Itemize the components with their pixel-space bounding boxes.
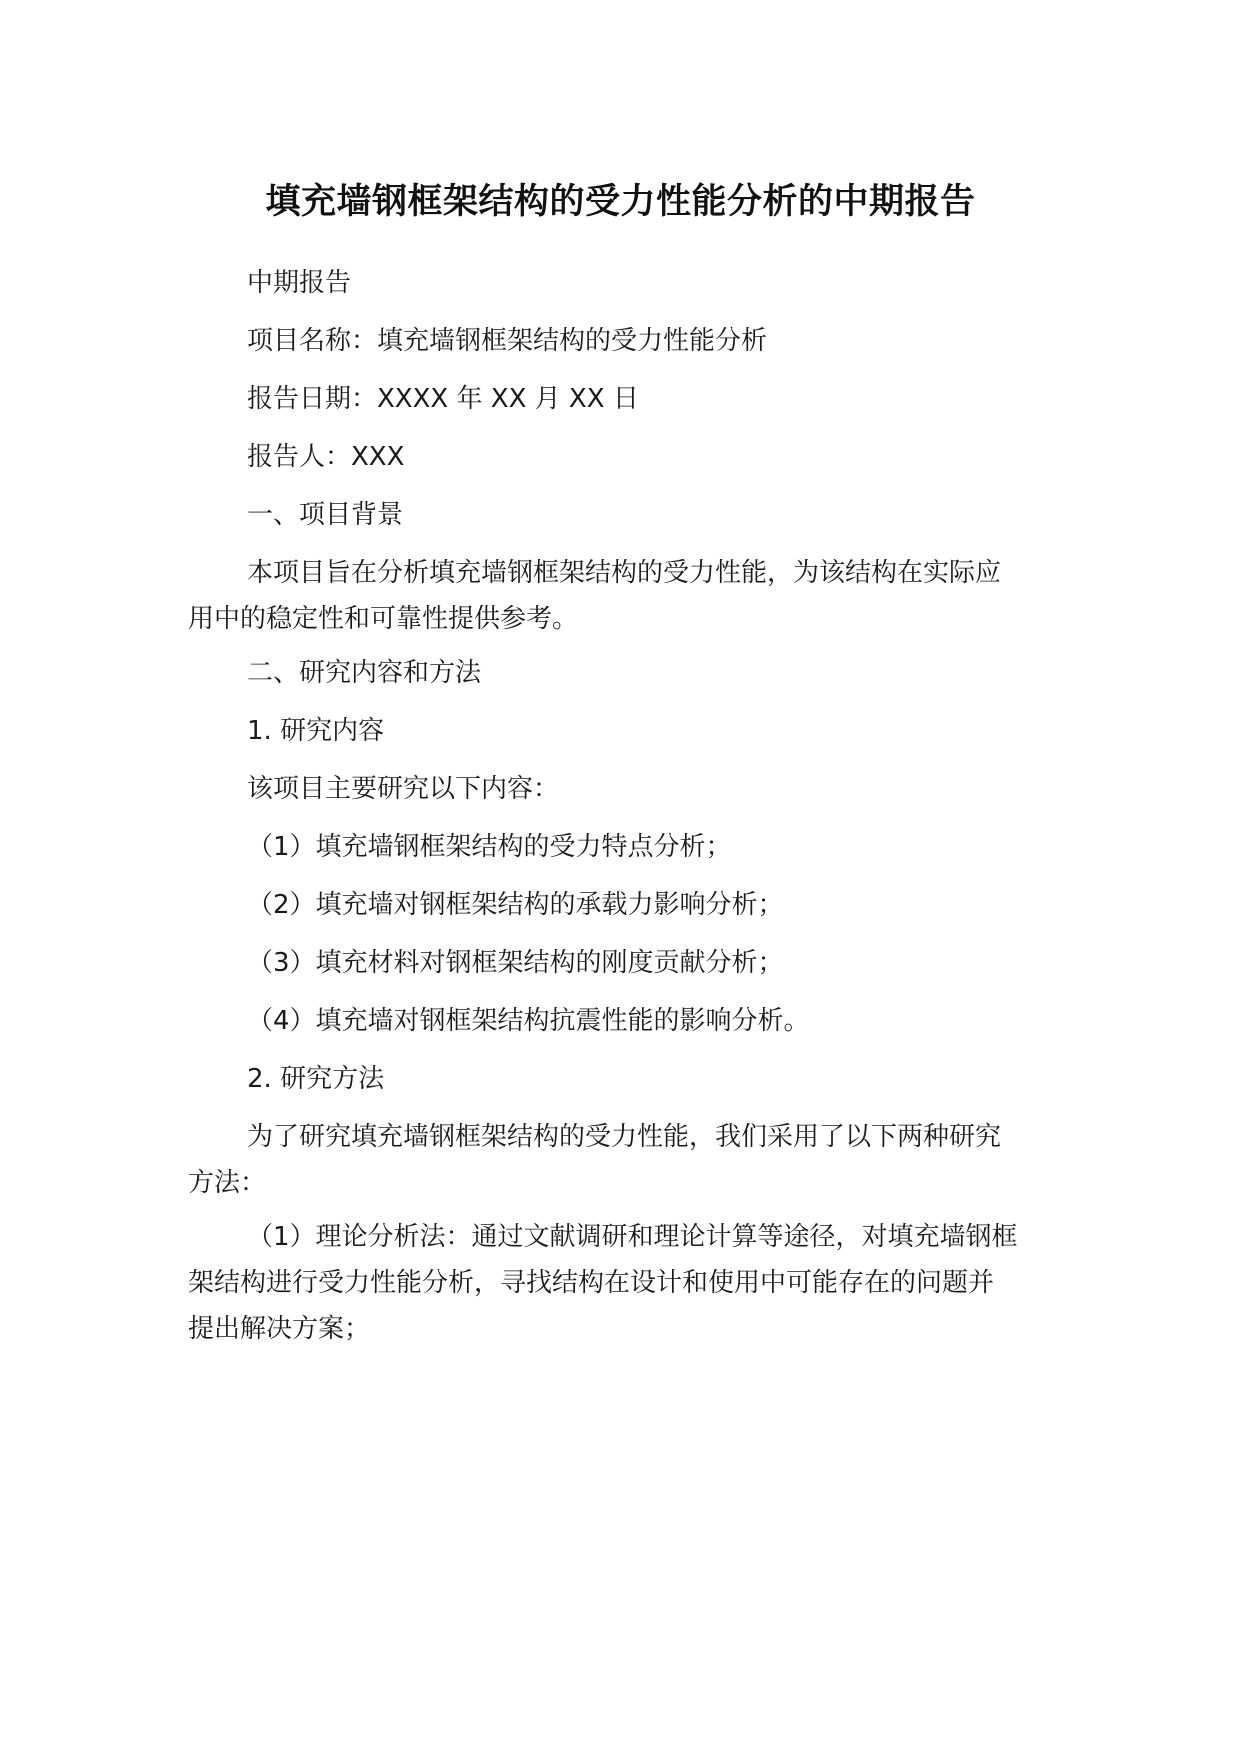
- paragraph-line: 该项目主要研究以下内容：: [247, 774, 560, 804]
- subheading-research-methods: [188, 1056, 1054, 1102]
- paragraph-content-intro: [188, 766, 1054, 812]
- paragraph-reporter: [188, 434, 1054, 480]
- paragraph-report-date: [188, 376, 1054, 422]
- document-title: 填充墙钢框架结构的受力性能分析的中期报告: [265, 182, 976, 222]
- paragraph-line: （3）填充材料对钢框架结构的刚度贡献分析；: [247, 948, 784, 978]
- paragraph-line: 架结构进行受力性能分析，寻找结构在设计和使用中可能存在的问题并: [188, 1268, 995, 1298]
- list-item-content-1: [188, 824, 1054, 870]
- paragraph-line: 用中的稳定性和可靠性提供参考。: [188, 604, 579, 634]
- paragraph-project-name: [188, 318, 1054, 364]
- list-item-content-3: [188, 940, 1054, 986]
- paragraph-line: （1）理论分析法：通过文献调研和理论计算等途径，对填充墙钢框: [247, 1222, 1018, 1252]
- paragraph-line: 中期报告: [247, 268, 352, 298]
- list-item-content-2: [188, 882, 1054, 928]
- section-heading-background: [188, 492, 1054, 538]
- list-item-method-1: [188, 1214, 1054, 1352]
- section-heading-content-methods: [188, 650, 1054, 696]
- paragraph-line: 方法：: [188, 1168, 267, 1198]
- paragraph-line: 二、研究内容和方法: [247, 658, 482, 688]
- paragraph-background-text: [188, 550, 1054, 642]
- paragraph-line: 2. 研究方法: [247, 1064, 385, 1094]
- paragraph-line: 报告人：XXX: [247, 442, 405, 472]
- paragraph-line: 报告日期：XXXX 年 XX 月 XX 日: [247, 384, 639, 414]
- paragraph-methods-intro: [188, 1114, 1054, 1206]
- paragraph-line: 本项目旨在分析填充墙钢框架结构的受力性能，为该结构在实际应: [247, 558, 1002, 588]
- paragraph-line: 项目名称：填充墙钢框架结构的受力性能分析: [247, 326, 768, 356]
- paragraph-line: 提出解决方案；: [188, 1314, 371, 1344]
- list-item-content-4: [188, 998, 1054, 1044]
- paragraph-line: （1）填充墙钢框架结构的受力特点分析；: [247, 832, 732, 862]
- paragraph-line: 为了研究填充墙钢框架结构的受力性能，我们采用了以下两种研究: [247, 1122, 1002, 1152]
- paragraph-line: 1. 研究内容: [247, 716, 385, 746]
- subheading-research-content: [188, 708, 1054, 754]
- paragraph-line: （4）填充墙对钢框架结构抗震性能的影响分析。: [247, 1006, 810, 1036]
- paragraph-report-type: [188, 260, 1054, 306]
- paragraph-line: 一、项目背景: [247, 500, 404, 530]
- paragraph-line: （2）填充墙对钢框架结构的承载力影响分析；: [247, 890, 784, 920]
